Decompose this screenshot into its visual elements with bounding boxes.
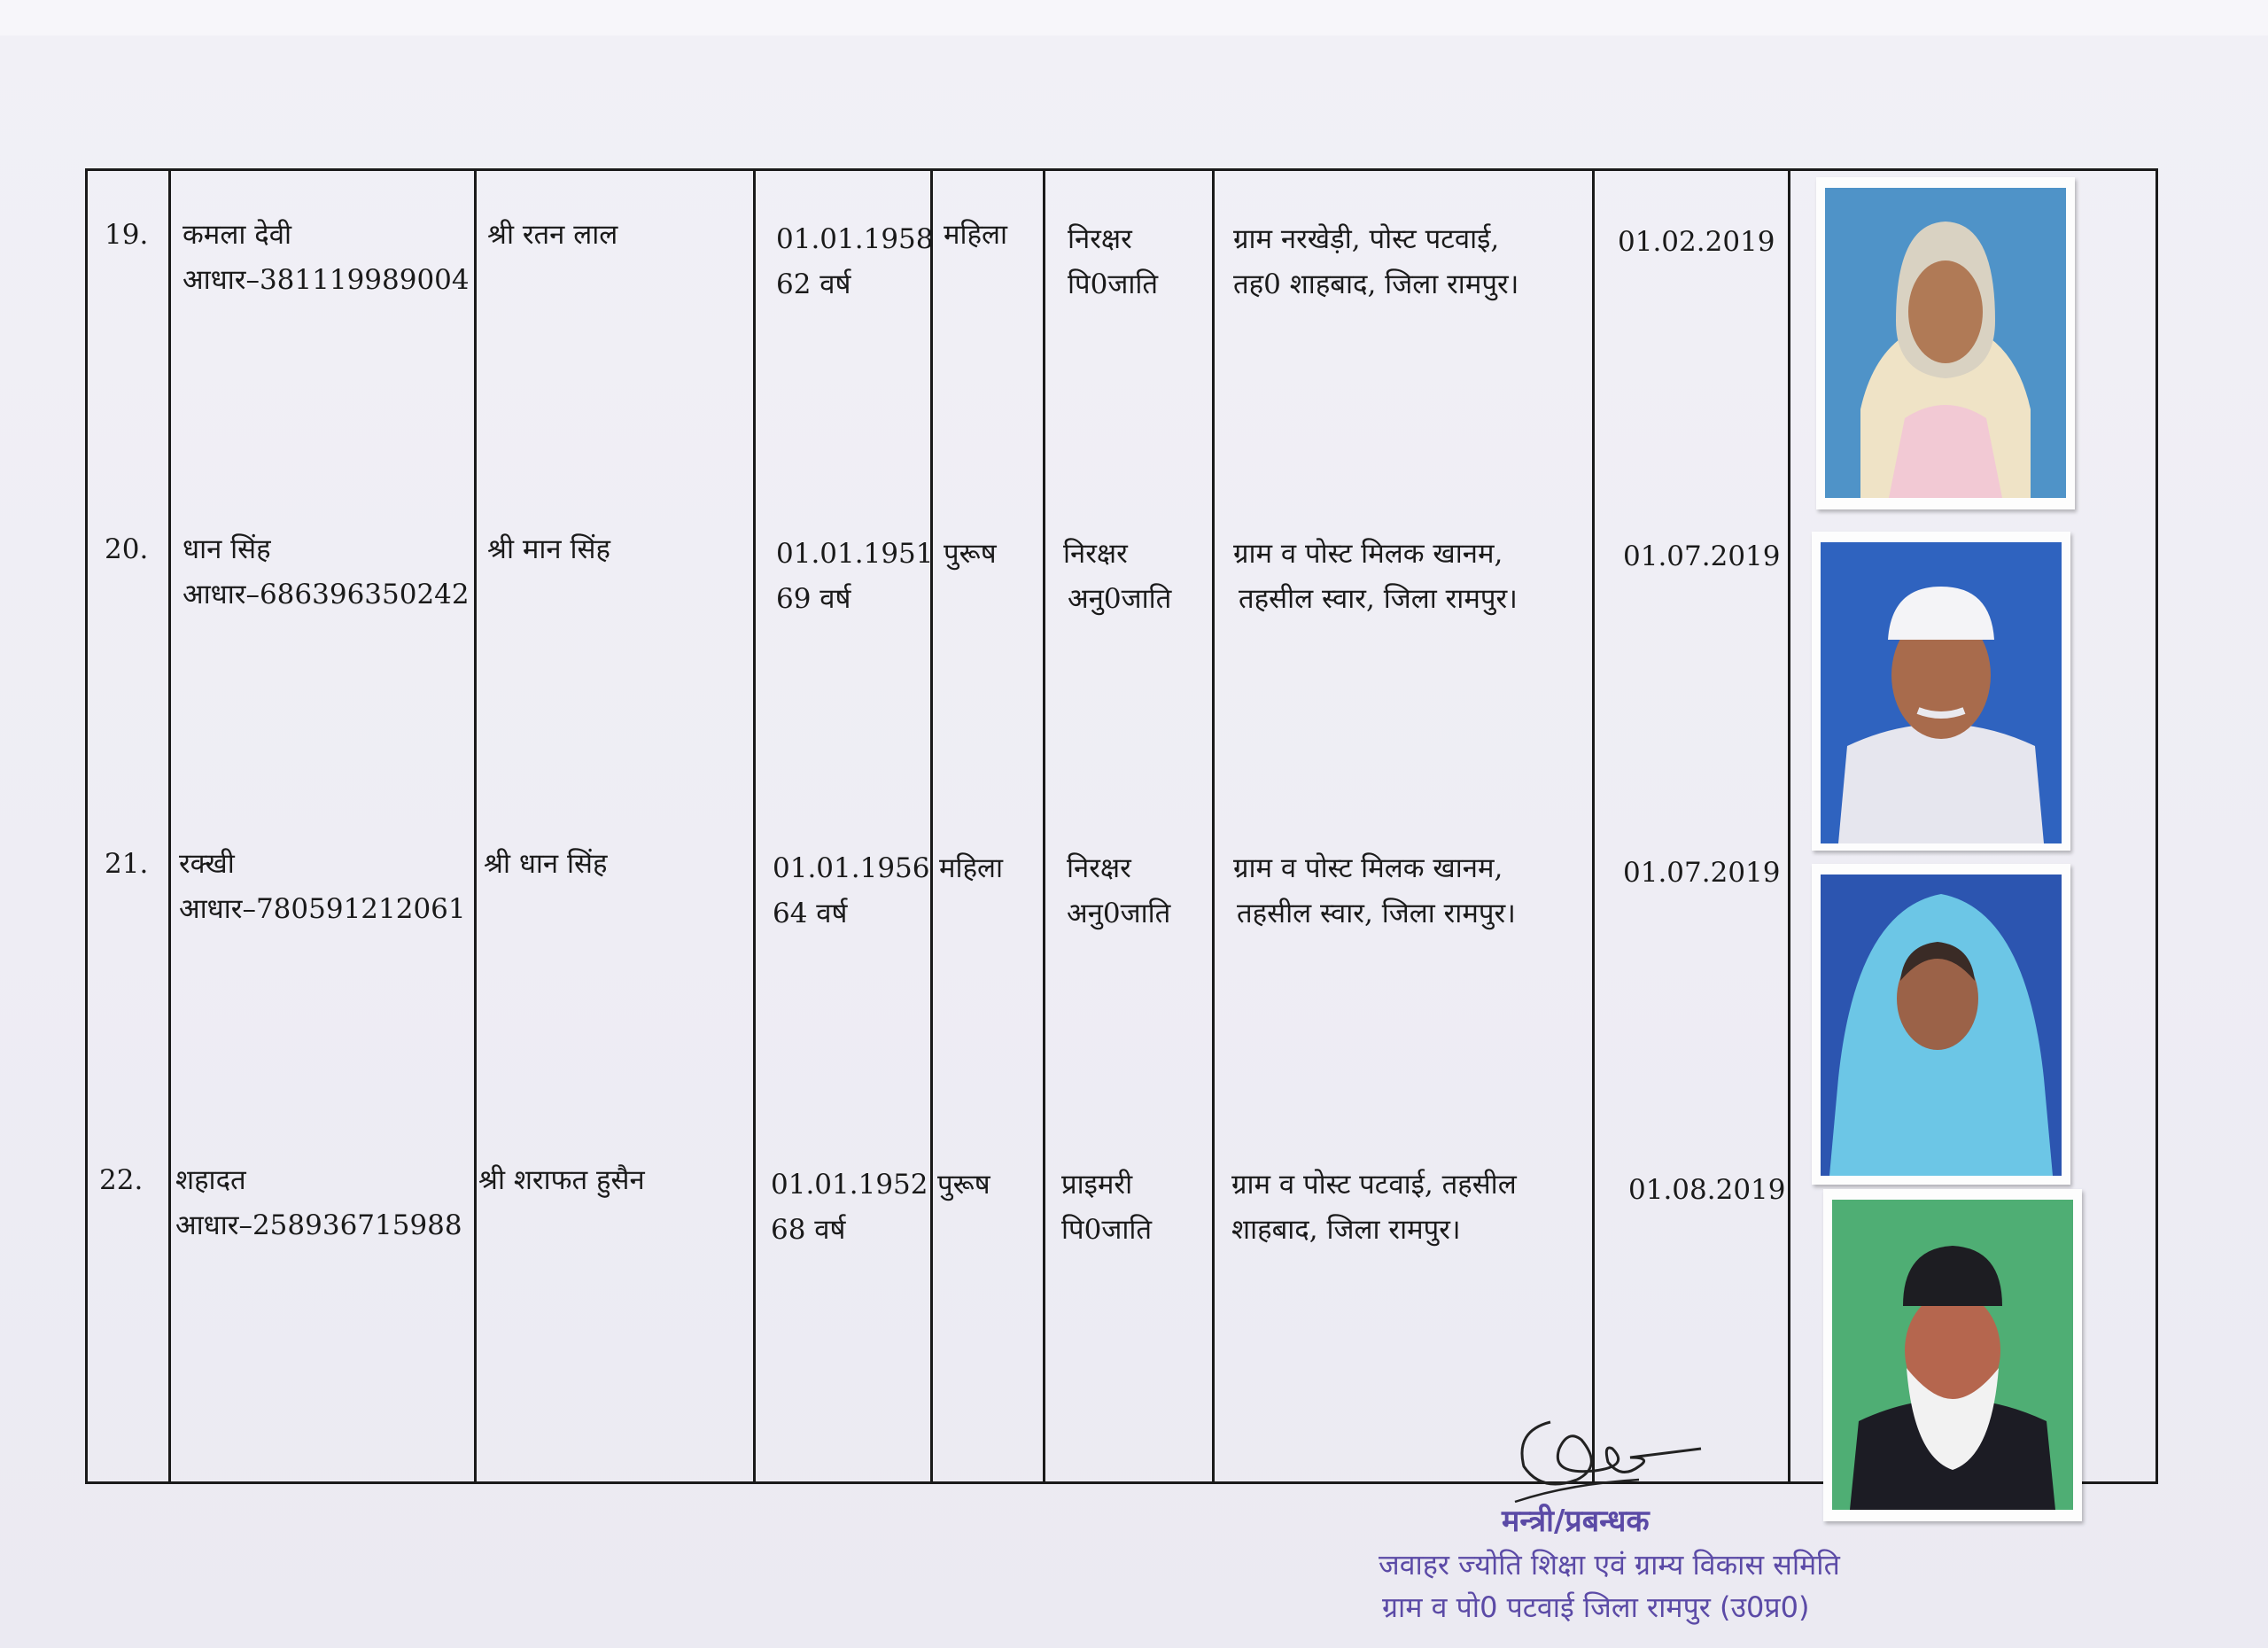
age: 69 वर्ष	[776, 583, 851, 615]
person-name: रक्खी	[179, 848, 235, 880]
caste-category: अनु0जाति	[1067, 898, 1171, 929]
man-portrait-icon	[1832, 1200, 2073, 1510]
guardian-name: श्री रतन लाल	[487, 219, 618, 251]
person-name: धान सिंह	[183, 533, 271, 565]
address-line-1: ग्राम व पोस्ट मिलक खानम,	[1233, 852, 1503, 884]
education: निरक्षर	[1068, 223, 1132, 255]
column-divider	[1788, 168, 1790, 1484]
address-line-1: ग्राम व पोस्ट पटवाई, तहसील	[1231, 1169, 1517, 1201]
education: निरक्षर	[1067, 852, 1131, 884]
column-divider	[474, 168, 477, 1484]
date-of-birth: 01.01.1958	[776, 223, 934, 255]
serial-number: 20.	[105, 533, 149, 565]
man-portrait-icon	[1821, 542, 2062, 843]
serial-number: 21.	[105, 848, 149, 880]
aadhaar-number: आधार–381119989004	[183, 264, 470, 296]
address-line-1: ग्राम नरखेड़ी, पोस्ट पटवाई,	[1233, 223, 1500, 255]
person-photo	[1812, 864, 2070, 1185]
column-divider	[1043, 168, 1045, 1484]
gender: महिला	[944, 219, 1008, 251]
address-line-2: तहसील स्वार, जिला रामपुर।	[1239, 583, 1518, 615]
person-photo	[1816, 177, 2075, 509]
stamp-organization: जवाहर ज्योति शिक्षा एवं ग्राम्य विकास समिति	[1379, 1548, 1840, 1582]
person-photo	[1823, 1189, 2082, 1521]
stamp-title: मन्त्री/प्रबन्धक	[1502, 1504, 1650, 1539]
stamp-address: ग्राम व पो0 पटवाई जिला रामपुर (उ0प्र0)	[1382, 1590, 1810, 1624]
person-name: शहादत	[175, 1164, 246, 1196]
date-of-birth: 01.01.1952	[771, 1169, 928, 1201]
gender: महिला	[939, 852, 1004, 884]
entry-date: 01.07.2019	[1623, 540, 1781, 572]
guardian-name: श्री शराफत हुसैन	[478, 1164, 645, 1196]
education: निरक्षर	[1063, 538, 1128, 570]
aadhaar-number: आधार–258936715988	[175, 1209, 462, 1241]
woman-portrait-icon	[1825, 188, 2066, 498]
address-line-2: तह0 शाहबाद, जिला रामपुर।	[1233, 268, 1519, 300]
column-divider	[1592, 168, 1595, 1484]
serial-number: 22.	[99, 1164, 144, 1196]
entry-date: 01.08.2019	[1628, 1174, 1786, 1206]
date-of-birth: 01.01.1951	[776, 538, 934, 570]
scan-edge	[0, 0, 2268, 35]
entry-date: 01.02.2019	[1618, 226, 1775, 258]
age: 64 वर्ष	[773, 898, 848, 929]
aadhaar-number: आधार–780591212061	[179, 893, 466, 925]
age: 68 वर्ष	[771, 1214, 846, 1246]
address-line-2: शाहबाद, जिला रामपुर।	[1231, 1214, 1461, 1246]
serial-number: 19.	[105, 219, 149, 251]
woman-portrait-icon	[1821, 875, 2062, 1176]
person-photo	[1812, 532, 2070, 851]
guardian-name: श्री धान सिंह	[484, 848, 608, 880]
gender: पुरूष	[944, 538, 997, 570]
column-divider	[1212, 168, 1215, 1484]
gender: पुरूष	[937, 1169, 990, 1201]
aadhaar-number: आधार–686396350242	[183, 579, 470, 610]
person-name: कमला देवी	[183, 219, 291, 251]
guardian-name: श्री मान सिंह	[487, 533, 610, 565]
signature	[1497, 1395, 1710, 1511]
education: प्राइमरी	[1061, 1169, 1133, 1201]
column-divider	[168, 168, 171, 1484]
column-divider	[753, 168, 756, 1484]
address-line-2: तहसील स्वार, जिला रामपुर।	[1237, 898, 1516, 929]
caste-category: पि0जाति	[1061, 1214, 1153, 1246]
caste-category: अनु0जाति	[1068, 583, 1172, 615]
entry-date: 01.07.2019	[1623, 857, 1781, 889]
caste-category: पि0जाति	[1068, 268, 1159, 300]
address-line-1: ग्राम व पोस्ट मिलक खानम,	[1233, 538, 1503, 570]
column-divider	[930, 168, 933, 1484]
date-of-birth: 01.01.1956	[773, 852, 930, 884]
age: 62 वर्ष	[776, 268, 851, 300]
